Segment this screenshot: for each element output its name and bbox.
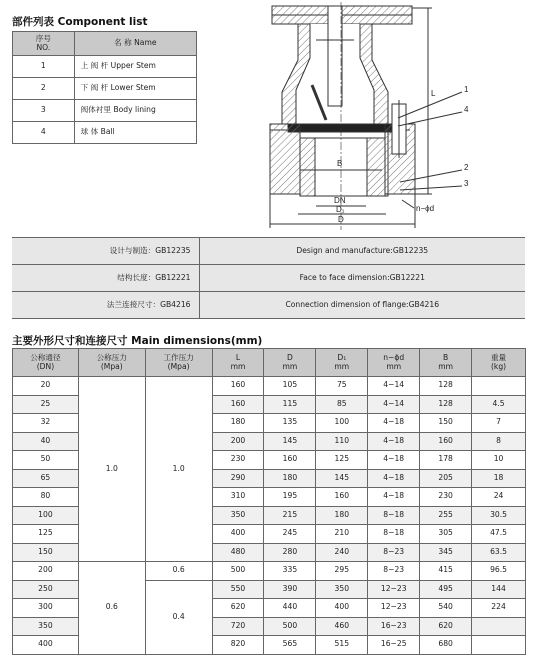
cell-nd: 4−14 bbox=[368, 377, 420, 396]
cell-d1: 350 bbox=[316, 580, 368, 599]
part-label-4: 4 bbox=[464, 105, 469, 114]
cell-d: 115 bbox=[264, 395, 316, 414]
cell-b: 128 bbox=[420, 377, 472, 396]
cell-kg: 10 bbox=[472, 451, 526, 470]
cell-l: 180 bbox=[212, 414, 264, 433]
cell-kg: 8 bbox=[472, 432, 526, 451]
cell-d1: 295 bbox=[316, 562, 368, 581]
standards-table bbox=[12, 237, 525, 319]
column-header: 公称通径 (DN) bbox=[13, 349, 79, 377]
cell-nd: 8−18 bbox=[368, 525, 420, 544]
cell-b: 345 bbox=[420, 543, 472, 562]
cell-dn: 400 bbox=[13, 636, 79, 655]
dimensions-title: 主要外形尺寸和连接尺寸 Main dimensions(mm) bbox=[12, 335, 263, 347]
standard-row bbox=[12, 292, 525, 319]
cell-dn: 150 bbox=[13, 543, 79, 562]
cell-dn: 300 bbox=[13, 599, 79, 618]
cell-l: 290 bbox=[212, 469, 264, 488]
cell-d: 215 bbox=[264, 506, 316, 525]
cell-d1: 515 bbox=[316, 636, 368, 655]
cell-b: 205 bbox=[420, 469, 472, 488]
cell-nd: 16−23 bbox=[368, 617, 420, 636]
component-no: 3 bbox=[13, 100, 75, 122]
cell-nd: 8−23 bbox=[368, 543, 420, 562]
cell-d: 180 bbox=[264, 469, 316, 488]
cell-nominal-pressure: 0.6 bbox=[78, 562, 145, 655]
part-label-1: 1 bbox=[464, 85, 469, 94]
header-no: 序号 NO. bbox=[13, 32, 75, 56]
cell-l: 200 bbox=[212, 432, 264, 451]
dim-label-B: B bbox=[337, 159, 343, 168]
cell-l: 400 bbox=[212, 525, 264, 544]
cell-working-pressure: 0.4 bbox=[145, 580, 212, 654]
cell-dn: 100 bbox=[13, 506, 79, 525]
cell-kg bbox=[472, 377, 526, 396]
cell-d: 195 bbox=[264, 488, 316, 507]
cell-l: 350 bbox=[212, 506, 264, 525]
standard-cn: 法兰连接尺寸：GB4216 bbox=[12, 292, 199, 319]
column-header: 公称压力 (Mpa) bbox=[78, 349, 145, 377]
cell-working-pressure: 0.6 bbox=[145, 562, 212, 581]
cell-b: 128 bbox=[420, 395, 472, 414]
component-no: 4 bbox=[13, 122, 75, 144]
standard-en: Face to face dimension:GB12221 bbox=[199, 265, 525, 292]
cell-d: 500 bbox=[264, 617, 316, 636]
cell-dn: 125 bbox=[13, 525, 79, 544]
cell-kg: 18 bbox=[472, 469, 526, 488]
cell-dn: 25 bbox=[13, 395, 79, 414]
cell-l: 230 bbox=[212, 451, 264, 470]
cell-nd: 12−23 bbox=[368, 599, 420, 618]
cell-kg: 96.5 bbox=[472, 562, 526, 581]
cell-d1: 125 bbox=[316, 451, 368, 470]
component-name: 下 阀 杆 Lower Stem bbox=[74, 78, 196, 100]
dimensions-table bbox=[12, 348, 526, 655]
cell-b: 178 bbox=[420, 451, 472, 470]
cell-b: 150 bbox=[420, 414, 472, 433]
cell-dn: 350 bbox=[13, 617, 79, 636]
cell-b: 540 bbox=[420, 599, 472, 618]
cell-nd: 12−23 bbox=[368, 580, 420, 599]
cell-b: 255 bbox=[420, 506, 472, 525]
cell-d: 160 bbox=[264, 451, 316, 470]
cell-b: 620 bbox=[420, 617, 472, 636]
cell-kg: 30.5 bbox=[472, 506, 526, 525]
column-header: n−ϕd mm bbox=[368, 349, 420, 377]
part-label-2: 2 bbox=[464, 163, 469, 172]
cell-nd: 8−23 bbox=[368, 562, 420, 581]
cell-d1: 75 bbox=[316, 377, 368, 396]
cell-l: 720 bbox=[212, 617, 264, 636]
cell-d1: 400 bbox=[316, 599, 368, 618]
table-row bbox=[13, 562, 526, 581]
cell-kg bbox=[472, 636, 526, 655]
component-name: 上 阀 杆 Upper Stem bbox=[74, 56, 196, 78]
column-header: D mm bbox=[264, 349, 316, 377]
cell-d1: 100 bbox=[316, 414, 368, 433]
cell-l: 480 bbox=[212, 543, 264, 562]
cell-l: 160 bbox=[212, 395, 264, 414]
cell-l: 310 bbox=[212, 488, 264, 507]
cell-nd: 4−18 bbox=[368, 432, 420, 451]
cell-dn: 20 bbox=[13, 377, 79, 396]
component-no: 1 bbox=[13, 56, 75, 78]
cell-d: 135 bbox=[264, 414, 316, 433]
cell-d: 280 bbox=[264, 543, 316, 562]
cell-kg: 144 bbox=[472, 580, 526, 599]
header-name: 名 称 Name bbox=[74, 32, 196, 56]
cell-l: 500 bbox=[212, 562, 264, 581]
cell-l: 160 bbox=[212, 377, 264, 396]
cell-d: 390 bbox=[264, 580, 316, 599]
cell-d: 335 bbox=[264, 562, 316, 581]
dim-label-D1: D₁ bbox=[336, 205, 345, 214]
dim-label-L: L bbox=[431, 89, 436, 98]
cell-dn: 32 bbox=[13, 414, 79, 433]
part-label-3: 3 bbox=[464, 179, 469, 188]
cell-nd: 4−18 bbox=[368, 469, 420, 488]
component-no: 2 bbox=[13, 78, 75, 100]
cell-working-pressure: 1.0 bbox=[145, 377, 212, 562]
cell-b: 495 bbox=[420, 580, 472, 599]
component-name: 球 体 Ball bbox=[74, 122, 196, 144]
cell-b: 415 bbox=[420, 562, 472, 581]
cell-d1: 145 bbox=[316, 469, 368, 488]
cell-nd: 16−25 bbox=[368, 636, 420, 655]
cell-d: 440 bbox=[264, 599, 316, 618]
cell-b: 230 bbox=[420, 488, 472, 507]
standard-cn: 结构长度：GB12221 bbox=[12, 265, 199, 292]
cell-kg: 7 bbox=[472, 414, 526, 433]
table-row bbox=[13, 377, 526, 396]
cell-d: 245 bbox=[264, 525, 316, 544]
dim-label-DN: DN bbox=[334, 196, 346, 205]
cell-l: 820 bbox=[212, 636, 264, 655]
cell-b: 305 bbox=[420, 525, 472, 544]
cell-nd: 8−18 bbox=[368, 506, 420, 525]
cell-d1: 460 bbox=[316, 617, 368, 636]
component-name: 阀体衬里 Body lining bbox=[74, 100, 196, 122]
standard-en: Design and manufacture:GB12235 bbox=[199, 238, 525, 265]
cell-kg: 63.5 bbox=[472, 543, 526, 562]
cell-nd: 4−18 bbox=[368, 414, 420, 433]
cell-d1: 160 bbox=[316, 488, 368, 507]
cell-dn: 40 bbox=[13, 432, 79, 451]
cell-dn: 65 bbox=[13, 469, 79, 488]
column-header: D₁ mm bbox=[316, 349, 368, 377]
cell-nd: 4−18 bbox=[368, 488, 420, 507]
cell-kg: 224 bbox=[472, 599, 526, 618]
cell-d1: 110 bbox=[316, 432, 368, 451]
column-header: 重量 (kg) bbox=[472, 349, 526, 377]
dim-label-D: D bbox=[338, 215, 344, 224]
cell-b: 680 bbox=[420, 636, 472, 655]
dim-label-bolts: n−ϕd bbox=[416, 204, 435, 213]
component-list-title: 部件列表 Component list bbox=[12, 16, 148, 28]
standard-en: Connection dimension of flange:GB4216 bbox=[199, 292, 525, 319]
valve-cross-section-drawing bbox=[0, 0, 538, 235]
cell-dn: 250 bbox=[13, 580, 79, 599]
standard-row bbox=[12, 265, 525, 292]
column-header: L mm bbox=[212, 349, 264, 377]
cell-nominal-pressure: 1.0 bbox=[78, 377, 145, 562]
cell-nd: 4−14 bbox=[368, 395, 420, 414]
cell-d: 145 bbox=[264, 432, 316, 451]
cell-dn: 200 bbox=[13, 562, 79, 581]
cell-d: 105 bbox=[264, 377, 316, 396]
cell-d: 565 bbox=[264, 636, 316, 655]
standard-row bbox=[12, 238, 525, 265]
cell-dn: 80 bbox=[13, 488, 79, 507]
cell-d1: 85 bbox=[316, 395, 368, 414]
column-header: B mm bbox=[420, 349, 472, 377]
cell-kg: 24 bbox=[472, 488, 526, 507]
column-header: 工作压力 (Mpa) bbox=[145, 349, 212, 377]
cell-kg: 4.5 bbox=[472, 395, 526, 414]
cell-nd: 4−18 bbox=[368, 451, 420, 470]
cell-d1: 210 bbox=[316, 525, 368, 544]
cell-l: 620 bbox=[212, 599, 264, 618]
standard-cn: 设计与制造：GB12235 bbox=[12, 238, 199, 265]
cell-d1: 240 bbox=[316, 543, 368, 562]
cell-kg: 47.5 bbox=[472, 525, 526, 544]
cell-dn: 50 bbox=[13, 451, 79, 470]
cell-d1: 180 bbox=[316, 506, 368, 525]
cell-b: 160 bbox=[420, 432, 472, 451]
cell-kg bbox=[472, 617, 526, 636]
cell-l: 550 bbox=[212, 580, 264, 599]
